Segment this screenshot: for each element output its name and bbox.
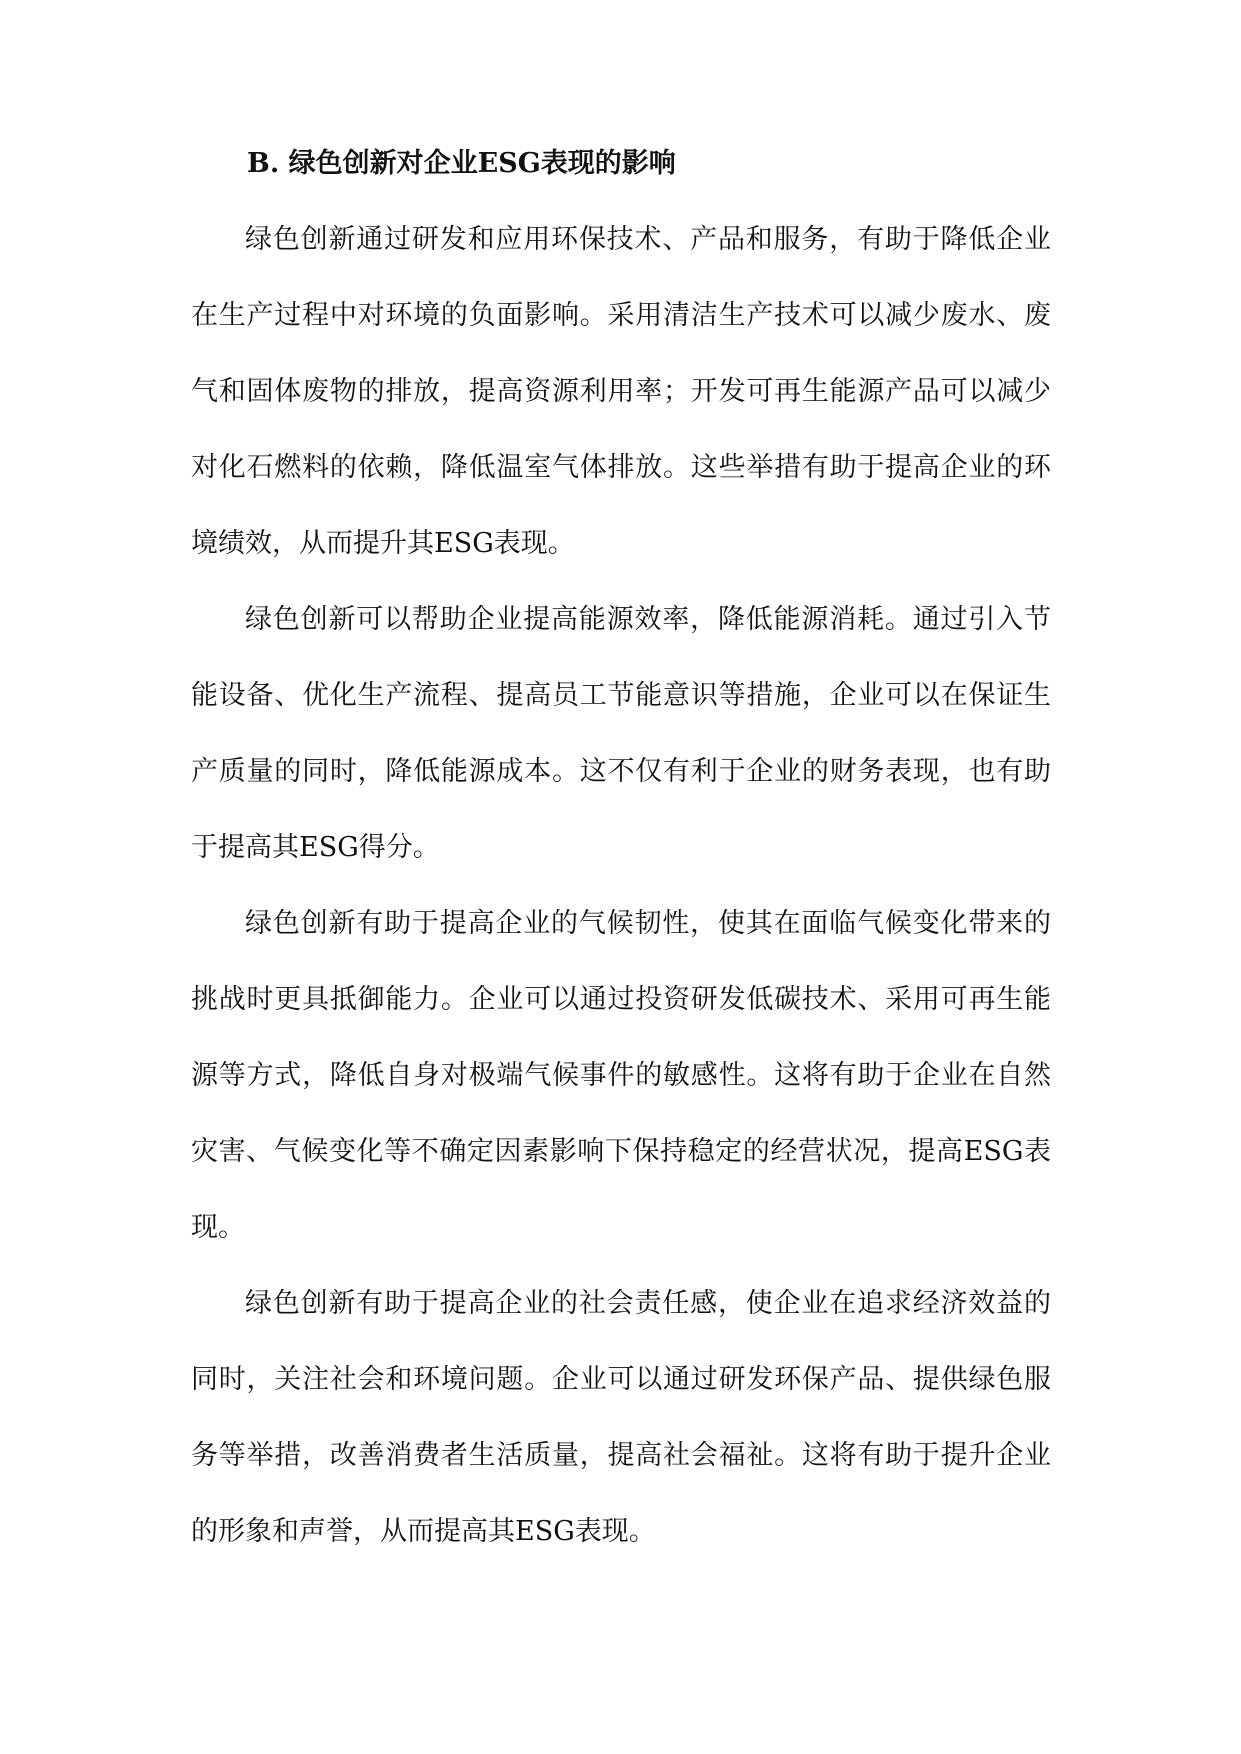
section-heading: B. 绿色创新对企业ESG表现的影响: [247, 148, 676, 179]
document-body: [191, 145, 1051, 1570]
paragraph-energy-efficiency: 绿色创新可以帮助企业提高能源效率，降低能源消耗。通过引入节能设备、优化生产流程、提高员工节能意识等措施，企业可以在保证生产质量的同时，降低能源成本。这不仅有利于企业的财务表现，也有助于提高其ESG得分。: [191, 604, 1051, 863]
paragraph-social-responsibility: 绿色创新有助于提高企业的社会责任感，使企业在追求经济效益的同时，关注社会和环境问题。企业可以通过研发环保产品、提供绿色服务等举措，改善消费者生活质量，提高社会福祉。这将有助于提升企业的形象和声誉，从而提高其ESG表现。: [191, 1288, 1051, 1547]
paragraph-environmental-performance: 绿色创新通过研发和应用环保技术、产品和服务，有助于降低企业在生产过程中对环境的负面影响。采用清洁生产技术可以减少废水、废气和固体废物的排放，提高资源利用率；开发可再生能源产品可以减少对化石燃料的依赖，降低温室气体排放。这些举措有助于提高企业的环境绩效，从而提升其ESG表现。: [191, 224, 1051, 559]
paragraph-climate-resilience: 绿色创新有助于提高企业的气候韧性，使其在面临气候变化带来的挑战时更具抵御能力。企业可以通过投资研发低碳技术、采用可再生能源等方式，降低自身对极端气候事件的敏感性。这将有助于企业在自然灾害、气候变化等不确定因素影响下保持稳定的经营状况，提高ESG表现。: [191, 908, 1051, 1243]
